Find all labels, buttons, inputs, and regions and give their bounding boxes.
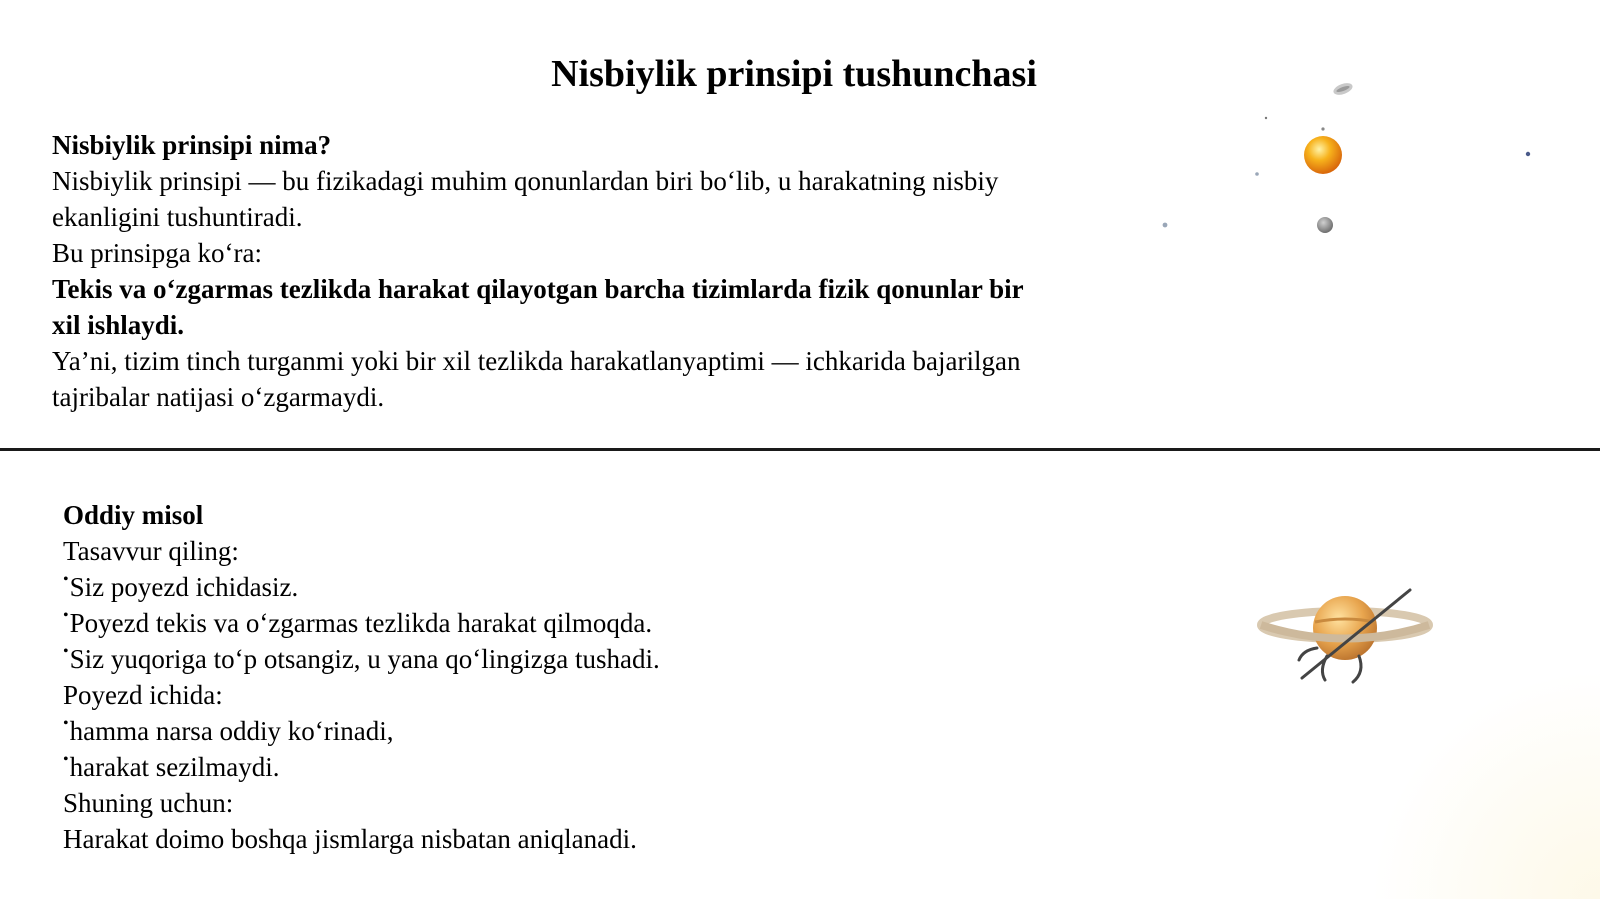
- definition-section: [52, 127, 1024, 415]
- solar-system-icon: [1150, 75, 1550, 255]
- section-line: Nisbiylik prinsipi nima?: [52, 130, 332, 160]
- example-intro: Tasavvur qiling:: [63, 536, 239, 566]
- example-heading: Oddiy misol: [63, 500, 204, 530]
- section-line: xil ishlaydi.: [52, 310, 185, 340]
- bullet-item: [63, 641, 660, 677]
- bullet-item: [63, 569, 660, 605]
- bullet-text: Siz yuqoriga to‘p otsangiz, u yana qo‘lingizga tushadi.: [69, 644, 660, 674]
- conclusion-text: Harakat doimo boshqa jismlarga nisbatan aniqlanadi.: [63, 824, 637, 854]
- bullet-icon: •: [63, 715, 69, 732]
- moon-icon: [1317, 217, 1333, 233]
- bullet-icon: •: [63, 643, 69, 660]
- section-divider: [0, 448, 1600, 451]
- corner-glow: [1370, 669, 1600, 899]
- section-line: ekanligini tushuntiradi.: [52, 202, 303, 232]
- example-section: [63, 497, 660, 857]
- section-line: Nisbiylik prinsipi — bu fizikadagi muhim qonunlardan biri bo‘lib, u harakatning nisbiy: [52, 166, 999, 196]
- bullet-icon: •: [63, 607, 69, 624]
- bullet-text: Poyezd tekis va o‘zgarmas tezlikda harakat qilmoqda.: [69, 608, 653, 638]
- sun-icon: [1304, 136, 1342, 174]
- bullet-item: [63, 749, 660, 785]
- bullet-text: hamma narsa oddiy ko‘rinadi,: [69, 716, 394, 746]
- example-subheading: Poyezd ichida:: [63, 680, 223, 710]
- bullet-text: Siz poyezd ichidasiz.: [69, 572, 299, 602]
- bullet-text: harakat sezilmaydi.: [69, 752, 280, 782]
- bullet-icon: •: [63, 751, 69, 768]
- bullet-item: [63, 605, 660, 641]
- section-line: Bu prinsipga ko‘ra:: [52, 238, 262, 268]
- bullet-icon: •: [63, 571, 69, 588]
- section-line: tajribalar natijasi o‘zgarmaydi.: [52, 382, 385, 412]
- bullet-item: [63, 713, 660, 749]
- section-line: Ya’ni, tizim tinch turganmi yoki bir xil tezlikda harakatlanyaptimi — ichkarida bajarilgan: [52, 346, 1021, 376]
- conclusion-label: Shuning uchun:: [63, 788, 234, 818]
- page-title: Nisbiylik prinsipi tushunchasi: [551, 53, 1037, 95]
- section-line: Tekis va o‘zgarmas tezlikda harakat qilayotgan barcha tizimlarda fizik qonunlar bir: [52, 274, 1024, 304]
